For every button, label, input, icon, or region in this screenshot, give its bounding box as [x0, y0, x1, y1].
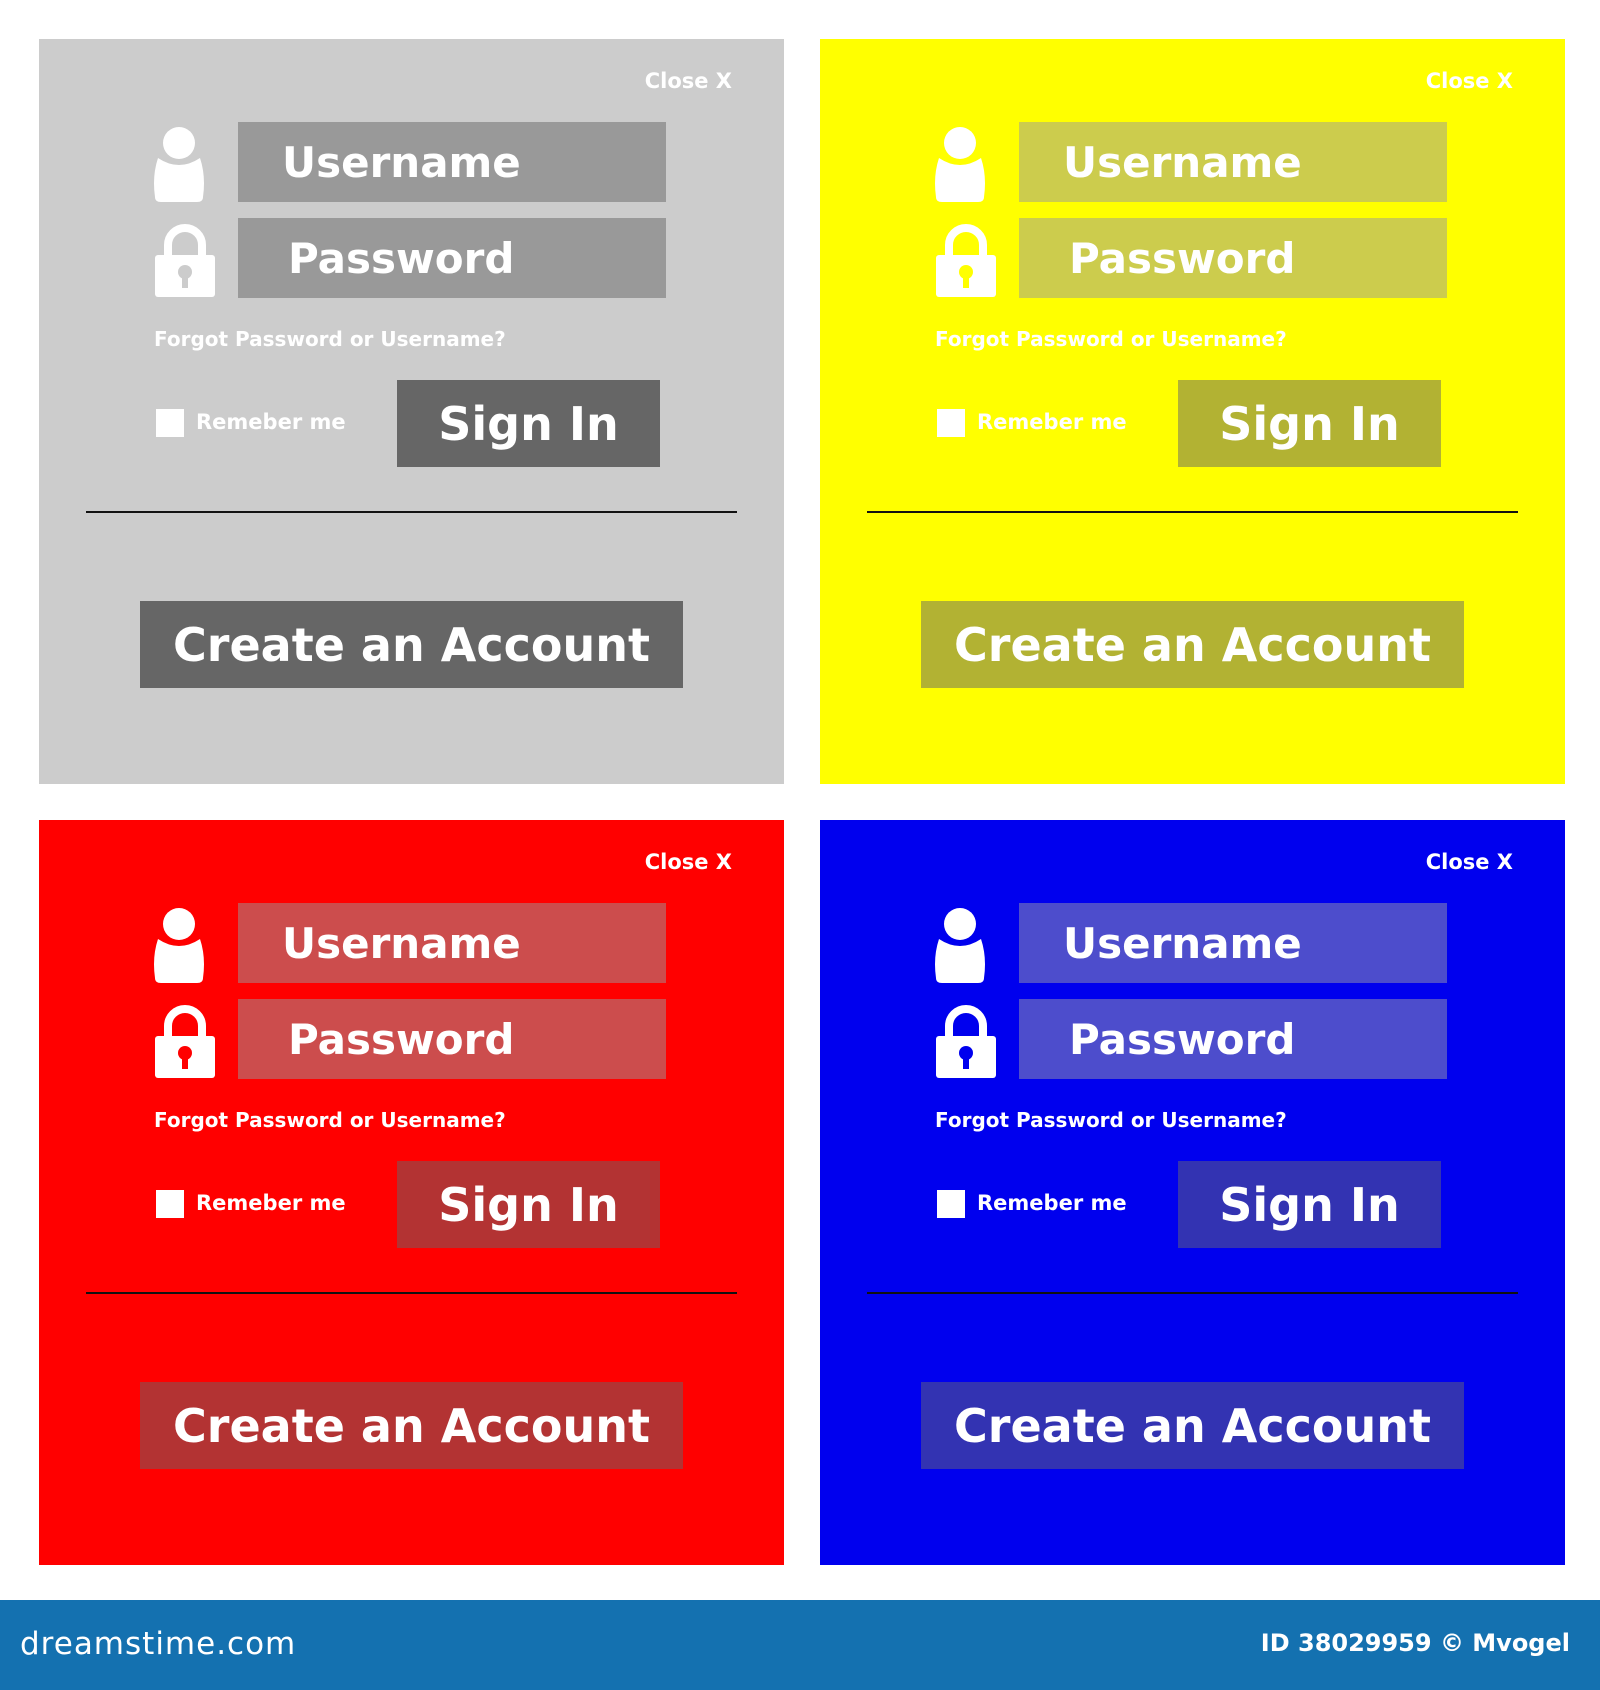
close-button[interactable]: Close X	[644, 69, 732, 93]
lock-icon	[154, 1002, 216, 1078]
divider	[867, 1292, 1518, 1294]
forgot-password-link[interactable]: Forgot Password or Username?	[154, 1108, 506, 1132]
username-input[interactable]	[238, 122, 666, 202]
username-input[interactable]	[1019, 122, 1447, 202]
create-account-button[interactable]: Create an Account	[921, 601, 1464, 688]
sign-in-button[interactable]: Sign In	[397, 380, 660, 467]
footer-image-id: ID 38029959 © Mvogel	[1260, 1629, 1570, 1657]
password-input[interactable]	[1019, 999, 1447, 1079]
username-input[interactable]	[238, 903, 666, 983]
user-icon	[935, 126, 985, 202]
remember-me-label: Remeber me	[196, 1191, 346, 1215]
remember-me-checkbox[interactable]	[937, 1190, 965, 1218]
remember-me-checkbox[interactable]	[156, 409, 184, 437]
sign-in-button[interactable]: Sign In	[397, 1161, 660, 1248]
divider	[86, 511, 737, 513]
footer-logo: dreamstime.com	[20, 1626, 297, 1662]
login-panel-yellow	[820, 39, 1565, 784]
forgot-password-link[interactable]: Forgot Password or Username?	[935, 327, 1287, 351]
lock-icon	[154, 221, 216, 297]
remember-me-label: Remeber me	[977, 1191, 1127, 1215]
lock-icon	[935, 1002, 997, 1078]
sign-in-button[interactable]: Sign In	[1178, 1161, 1441, 1248]
login-panel-gray	[39, 39, 784, 784]
remember-me-checkbox[interactable]	[937, 409, 965, 437]
password-input[interactable]	[238, 218, 666, 298]
password-input[interactable]	[1019, 218, 1447, 298]
divider	[86, 1292, 737, 1294]
divider	[867, 511, 1518, 513]
close-button[interactable]: Close X	[1425, 69, 1513, 93]
close-button[interactable]: Close X	[644, 850, 732, 874]
user-icon	[935, 907, 985, 983]
close-button[interactable]: Close X	[1425, 850, 1513, 874]
lock-icon	[935, 221, 997, 297]
password-input[interactable]	[238, 999, 666, 1079]
forgot-password-link[interactable]: Forgot Password or Username?	[935, 1108, 1287, 1132]
footer-bar	[0, 1600, 1600, 1690]
login-panel-red	[39, 820, 784, 1565]
remember-me-checkbox[interactable]	[156, 1190, 184, 1218]
remember-me-label: Remeber me	[977, 410, 1127, 434]
user-icon	[154, 126, 204, 202]
forgot-password-link[interactable]: Forgot Password or Username?	[154, 327, 506, 351]
user-icon	[154, 907, 204, 983]
create-account-button[interactable]: Create an Account	[140, 1382, 683, 1469]
remember-me-label: Remeber me	[196, 410, 346, 434]
username-input[interactable]	[1019, 903, 1447, 983]
login-panel-blue	[820, 820, 1565, 1565]
create-account-button[interactable]: Create an Account	[140, 601, 683, 688]
sign-in-button[interactable]: Sign In	[1178, 380, 1441, 467]
create-account-button[interactable]: Create an Account	[921, 1382, 1464, 1469]
